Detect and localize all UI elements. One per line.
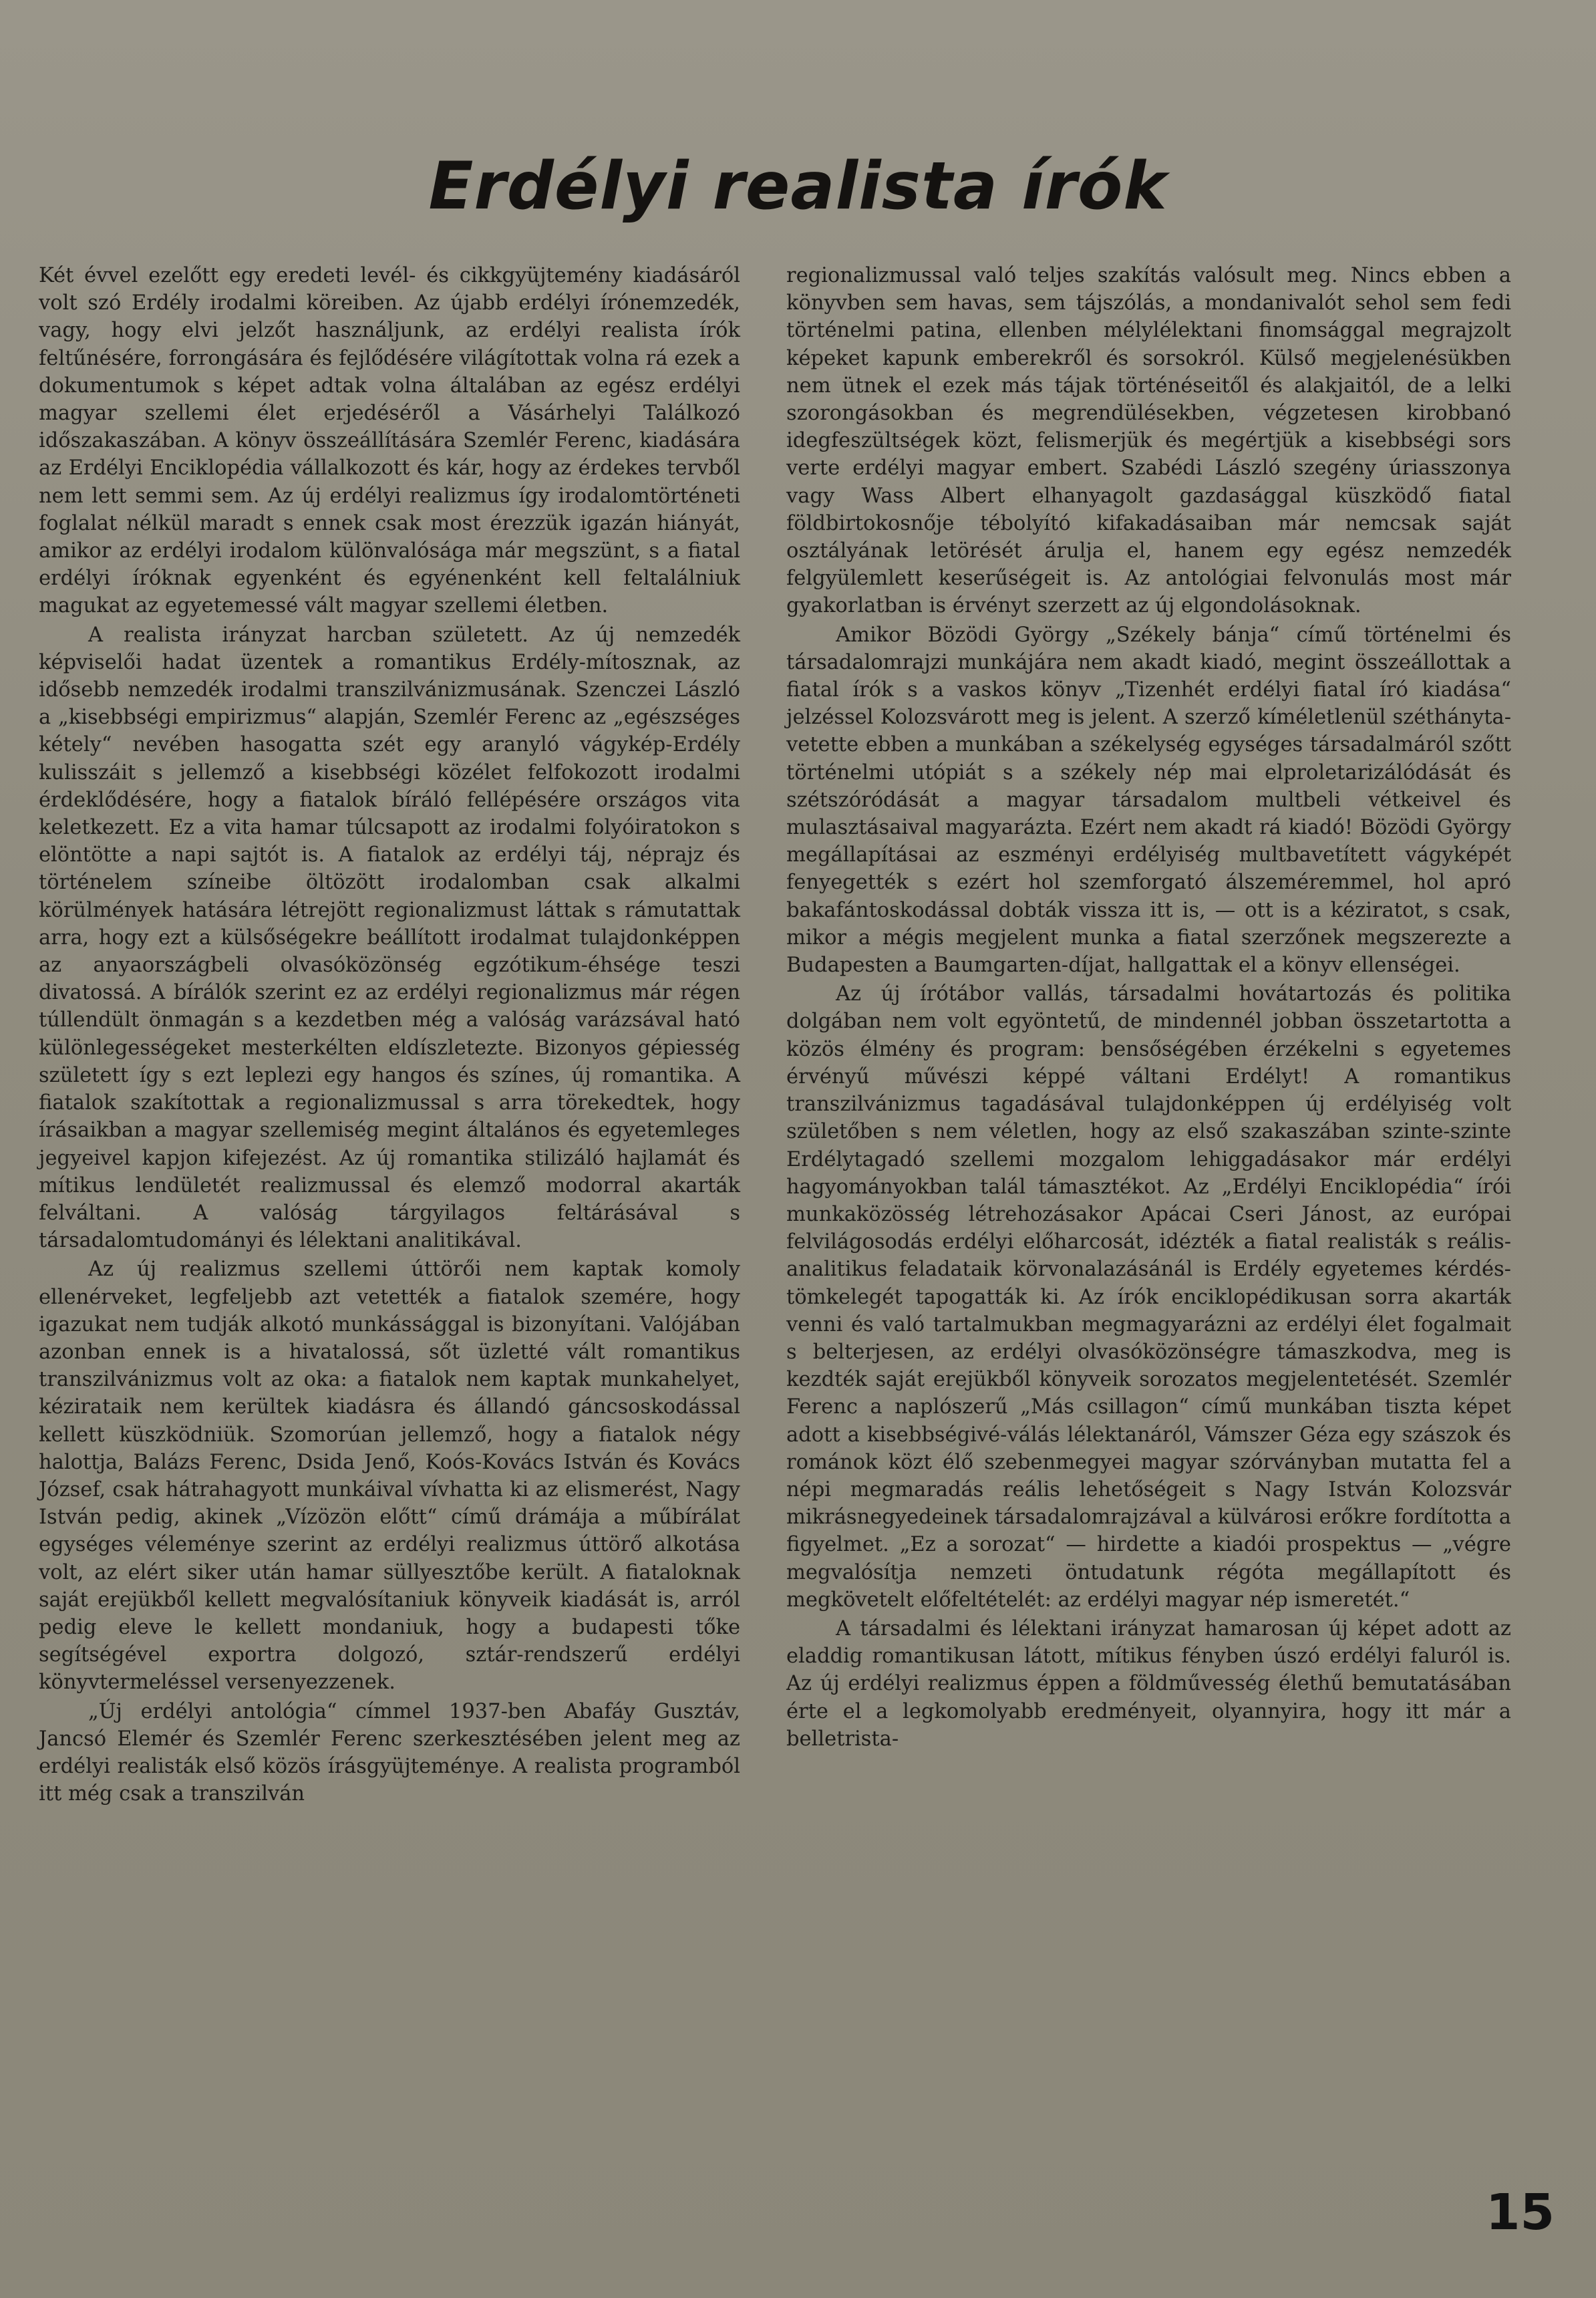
paragraph: A realista irányzat harcban született. Az új nemzedék képviselői hadat üzentek a romantikus Erdély-mítosznak, az idősebb nemzedék irodalmi transzilvánizmusának. Szenczei László a „kisebbségi empirizmus“ alapján, Szemlér Ferenc az „egészséges kétely“ nevében hasogatta szét egy aranyló vágykép-Erdély kulisszáit s jellemző a kisebbségi közélet felfokozott irodalmi érdeklődésére, hogy a fiatalok bíráló fellépésére országos vita keletkezett. Ez a vita hamar túlcsapott az irodalmi folyóiratokon s elöntötte a napi sajtót is. A fiatalok az erdélyi táj, néprajz és történelem színeibe öltözött irodalomban csak alkalmi körülmények hatására létrejött regionalizmust láttak s rámutattak arra, hogy ezt a külsőségekre beállított irodalmat tulajdonképpen az anyaországbeli olvasóközönség egzótikum-éhsége teszi divatossá. A bírálók szerint ez az erdélyi regionalizmus már régen túllendült önmagán s a kezdetben még a valóság varázsával ható különlegességeket mesterkélten eldíszletezte. Bizonyos gépiesség született így s ezt leplezi egy hangos és színes, új romantika. A fiatalok szakítottak a regionalizmussal s arra törekedtek, hogy írásaikban a magyar szellemiség megint általános és egyetemleges jegyeivel kapjon kifejezést. Az új romantika stilizáló hajlamát és mítikus lendületét realizmussal és elemző modorral akarták felváltani. A valóság tárgyilagos feltárásával s társadalomtudományi és lélektani analitikával. [39,623,740,1253]
paragraph: Az új realizmus szellemi úttörői nem kaptak komoly ellenérveket, legfeljebb azt vetették a fiatalok szemére, hogy igazukat nem tudják alkotó munkássággal is bizonyítani. Valójában azonban ennek is a hivatalossá, sőt üzletté vált romantikus transzilvánizmus volt az oka: a fiatalok nem kaptak munkahelyet, kézirataik nem kerültek kiadásra és állandó gáncsoskodással kellett küszködniük. Szomorúan jellemző, hogy a fiatalok négy halottja, Balázs Ferenc, Dsida Jenő, Koós-Kovács István és Kovács József, csak hátrahagyott munkáival vívhatta ki az elismerést, Nagy István pedig, akinek „Vízözön előtt“ című drámája a műbírálat egységes véleménye szerint az erdélyi realizmus úttörő alkotása volt, az elért siker után hamar süllyesztőbe került. A fiataloknak saját erejükből kellett megvalósítaniuk könyveik kiadását is, arról pedig eleve le kellett mondaniuk, hogy a budapesti tőke segítségével exportra dolgozó, sztár-rendszerű erdélyi könyvtermeléssel versenyezzenek. [39,1258,740,1695]
paragraph: „Új erdélyi antológia“ címmel 1937-ben Abafáy Gusztáv, Jancsó Elemér és Szemlér Ferenc szerkesztésében jelent meg az erdélyi realisták első közös írásgyüjteménye. A realista programból itt még csak a transzilván [39,1699,740,1806]
paragraph: Amikor Bözödi György „Székely bánja“ című történelmi és társadalomrajzi munkájára nem akadt kiadó, megint összeállottak a fiatal írók s a vaskos könyv „Tizenhét erdélyi fiatal író kiadása“ jelzéssel Kolozsvárott meg is jelent. A szerző kíméletlenül széthányta-vetette ebben a munkában a székelység egységes társadalmáról szőtt történelmi utópiát s a székely nép mai elproletarizálódását és szétszóródását a magyar társadalom multbeli vétkeivel és mulasztásaival magyarázta. Ezért nem akadt rá kiadó! Bözödi György megállapításai az eszményi erdélyiség multbavetített vágyképét fenyegették s ezért hol szemforgató álszeméremmel, hol apró bakafántoskodással dobták vissza itt is, — ott is a kéziratot, s csak, mikor a mégis megjelent munka a fiatal szerzőnek megszerezte a Budapesten a Baumgarten-díjat, hallgattak el a könyv ellenségei. [786,623,1511,978]
article-title: Erdélyi realista írók [428,148,1168,225]
paragraph: Két évvel ezelőtt egy eredeti levél- és cikkgyüjtemény kiadásáról volt szó Erdély irodalmi köreiben. Az újabb erdélyi írónemzedék, vagy, hogy elvi jelzőt használjunk, az erdélyi realista írók feltűnésére, forrongására és fejlődésére világítottak volna rá ezek a dokumentumok s képet adtak volna általában az egész erdélyi magyar szellemi élet erjedéséről a Vásárhelyi Találkozó időszakaszában. A könyv összeállítására Szemlér Ferenc, kiadására az Erdélyi Enciklopédia vállalkozott és kár, hogy az érdekes tervből nem lett semmi sem. Az új erdélyi realizmus így irodalomtörténeti foglalat nélkül maradt s ennek csak most érezzük igazán hiányát, amikor az erdélyi irodalom különvalósága már megszünt, s a fiatal erdélyi íróknak egyenként és egyénenként kell feltalálniuk magukat az egyetemessé vált magyar szellemi életben. [39,264,740,618]
paragraph: Az új írótábor vallás, társadalmi hovátartozás és politika dolgában nem volt egyöntetű, de mindennél jobban összetartotta a közös élmény és program: bensőségében érzékelni s egyetemes érvényű művészi képpé váltani Erdélyt! A romantikus transzilvánizmus tagadásával tulajdonképpen új erdélyiség volt születőben s nem véletlen, hogy az első szakaszában szinte-szinte Erdélytagadó szellemi mozgalom lehiggadásakor már erdélyi hagyományokban talál támasztékot. Az „Erdélyi Enciklopédia“ írói munkaközösség létrehozásakor Apácai Cseri Jánost, az európai felvilágosodás erdélyi előharcosát, idézték a fiatal realisták s reális-analitikus feladataik körvonalazásánál is Erdély egyetemes kérdés-tömkelegét tapogatták ki. Az írók enciklopédikusan sorra akarták venni és való tartalmukban megmagyarázni az erdélyi élet fogalmait s belterjesen, az erdélyi olvasóközönségre támaszkodva, meg is kezdték saját erejükből könyveik sorozatos megjelentetését. Szemlér Ferenc a naplószerű „Más csillagon“ című munkában tiszta képet adott a kisebbségivé-válás lélektanáról, Vámszer Géza egy szászok és románok közt élő szebenmegyei magyar szórványban mutatta fel a népi megmaradás reális lehetőségeit s Nagy István Kolozsvár mikrásnegyedeinek társadalomrajzával a külvárosi erőkre fordította a figyelmet. „Ez a sorozat“ — hirdette a kiadói prospektus — „végre megvalósítja nemzeti öntudatunk régóta megállapított és megkövetelt előfeltételét: az erdélyi magyar nép ismeretét.“ [786,982,1511,1612]
left-column [39,262,740,1808]
right-column [786,262,1511,1753]
paragraph: regionalizmussal való teljes szakítás valósult meg. Nincs ebben a könyvben sem havas, sem tájszólás, a mondanivalót sehol sem fedi történelmi patina, ellenben mélylélektani finomsággal megrajzolt képeket kapunk emberekről és sorsokról. Külső megjelenésükben nem ütnek el ezek más tájak történéseitől és alakjaitól, de a lelki szorongásokban és megrendülésekben, végzetesen kirobbanó idegfeszültségek közt, felismerjük és megértjük a kisebbségi sors verte erdélyi magyar embert. Szabédi László szegény úriasszonya vagy Wass Albert elhanyagolt gazdasággal küszködő fiatal földbirtokosnője tébolyító kifakadásaiban már nemcsak saját osztályának letörését árulja el, hanem egy egész nemzedék felgyülemlett keserűségeit is. Az antológiai felvonulás most már gyakorlatban is érvényt szerzett az új elgondolásoknak. [786,264,1511,618]
paragraph: A társadalmi és lélektani irányzat hamarosan új képet adott az eladdig romantikusan látott, mítikus fényben úszó erdélyi faluról is. Az új erdélyi realizmus éppen a földművesség élethű bemutatásában érte el a legkomolyabb eredményeit, olyannyira, hogy itt már a belletrista- [786,1616,1511,1751]
page-number: 15 [1486,2184,1555,2241]
